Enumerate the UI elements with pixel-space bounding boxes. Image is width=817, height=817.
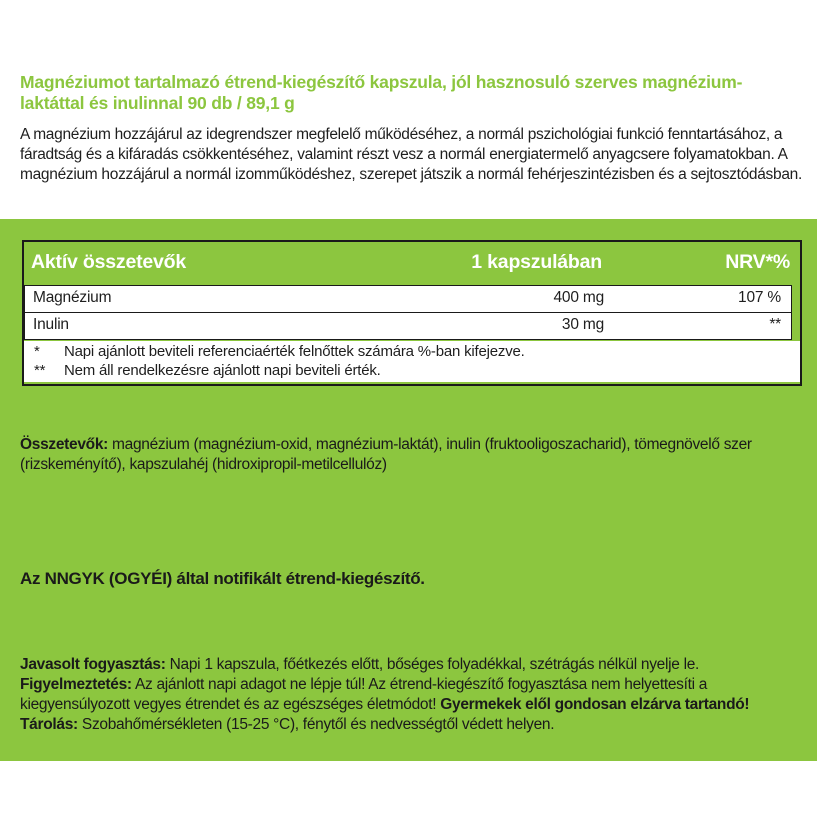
notification-statement: Az NNGYK (OGYÉI) által notifikált étrend-kiegészítő. [20, 569, 425, 588]
product-title: Magnéziumot tartalmazó étrend-kiegészítő kapszula, jól hasznosuló szerves magnézium-laktáttal és inulinnal 90 db / 89,1 g [20, 72, 743, 113]
ingredients-text: magnézium (magnézium-oxid, magnézium-laktát), inulin (fruktooligoszacharid), tömegnövelő szer (rizskeményítő), kapszulahéj (hidroxipropil-metilcellulóz) [20, 436, 752, 473]
usage-section [20, 655, 810, 735]
storage-text: Szobahőmérsékleten (15-25 °C), fénytől és nedvességtől védett helyen. [77, 716, 555, 733]
footnote [34, 343, 525, 360]
header-active-ingredients: Aktív összetevők [31, 251, 187, 273]
header-per-capsule: 1 kapszulában [471, 251, 602, 273]
ingredient-name: Inulin [33, 316, 69, 333]
table-footnotes [24, 341, 800, 382]
ingredient-nrv: ** [769, 316, 781, 333]
footnote [34, 362, 381, 379]
warning-text: Az ajánlott napi adagot ne lépje túl! Az étrend-kiegészítő fogyasztása nem helyettesíti a kiegyensúlyozott vegyes étrendet és az egészséges életmódot! [20, 676, 708, 713]
storage-line [20, 715, 810, 735]
nutrition-table [22, 240, 802, 386]
warning-bold-text: Gyermekek elől gondosan elzárva tartandó! [440, 696, 750, 713]
ingredients-label: Összetevők: [20, 436, 109, 453]
ingredient-amount: 400 mg [553, 289, 604, 306]
header-nrv: NRV*% [725, 251, 790, 273]
table-header [24, 242, 800, 286]
warning-line [20, 675, 810, 715]
table-row [24, 312, 792, 340]
dosage-label: Javasolt fogyasztás: [20, 656, 166, 673]
header-area [0, 0, 817, 219]
footer-area [0, 761, 817, 817]
ingredient-amount: 30 mg [561, 316, 604, 333]
table-row [24, 285, 792, 313]
footnote-mark: * [34, 343, 40, 360]
storage-label: Tárolás: [20, 716, 78, 733]
product-description: A magnézium hozzájárul az idegrendszer megfelelő működéséhez, a normál pszichológiai funkció fenntartásához, a fáradtság és a kifáradás csökkentéséhez, valamint részt vesz a normál energiatermelő anyagcsere folyamatokban. A magnézium hozzájárul a normál izomműködéshez, szerepet játszik a normál fehérjeszintézisben és a sejtosztódásban. [20, 126, 802, 183]
warning-label: Figyelmeztetés: [20, 676, 132, 693]
dosage-text: Napi 1 kapszula, főétkezés előtt, bőséges folyadékkal, szétrágás nélkül nyelje le. [165, 656, 700, 673]
footnote-text: Nem áll rendelkezésre ajánlott napi beviteli érték. [64, 362, 381, 379]
footnote-text: Napi ajánlott beviteli referenciaérték felnőttek számára %-ban kifejezve. [64, 343, 525, 360]
dosage-line [20, 655, 810, 675]
footnote-mark: ** [34, 362, 46, 379]
ingredient-nrv: 107 % [738, 289, 781, 306]
ingredients-paragraph [20, 435, 810, 475]
ingredient-name: Magnézium [33, 289, 112, 306]
